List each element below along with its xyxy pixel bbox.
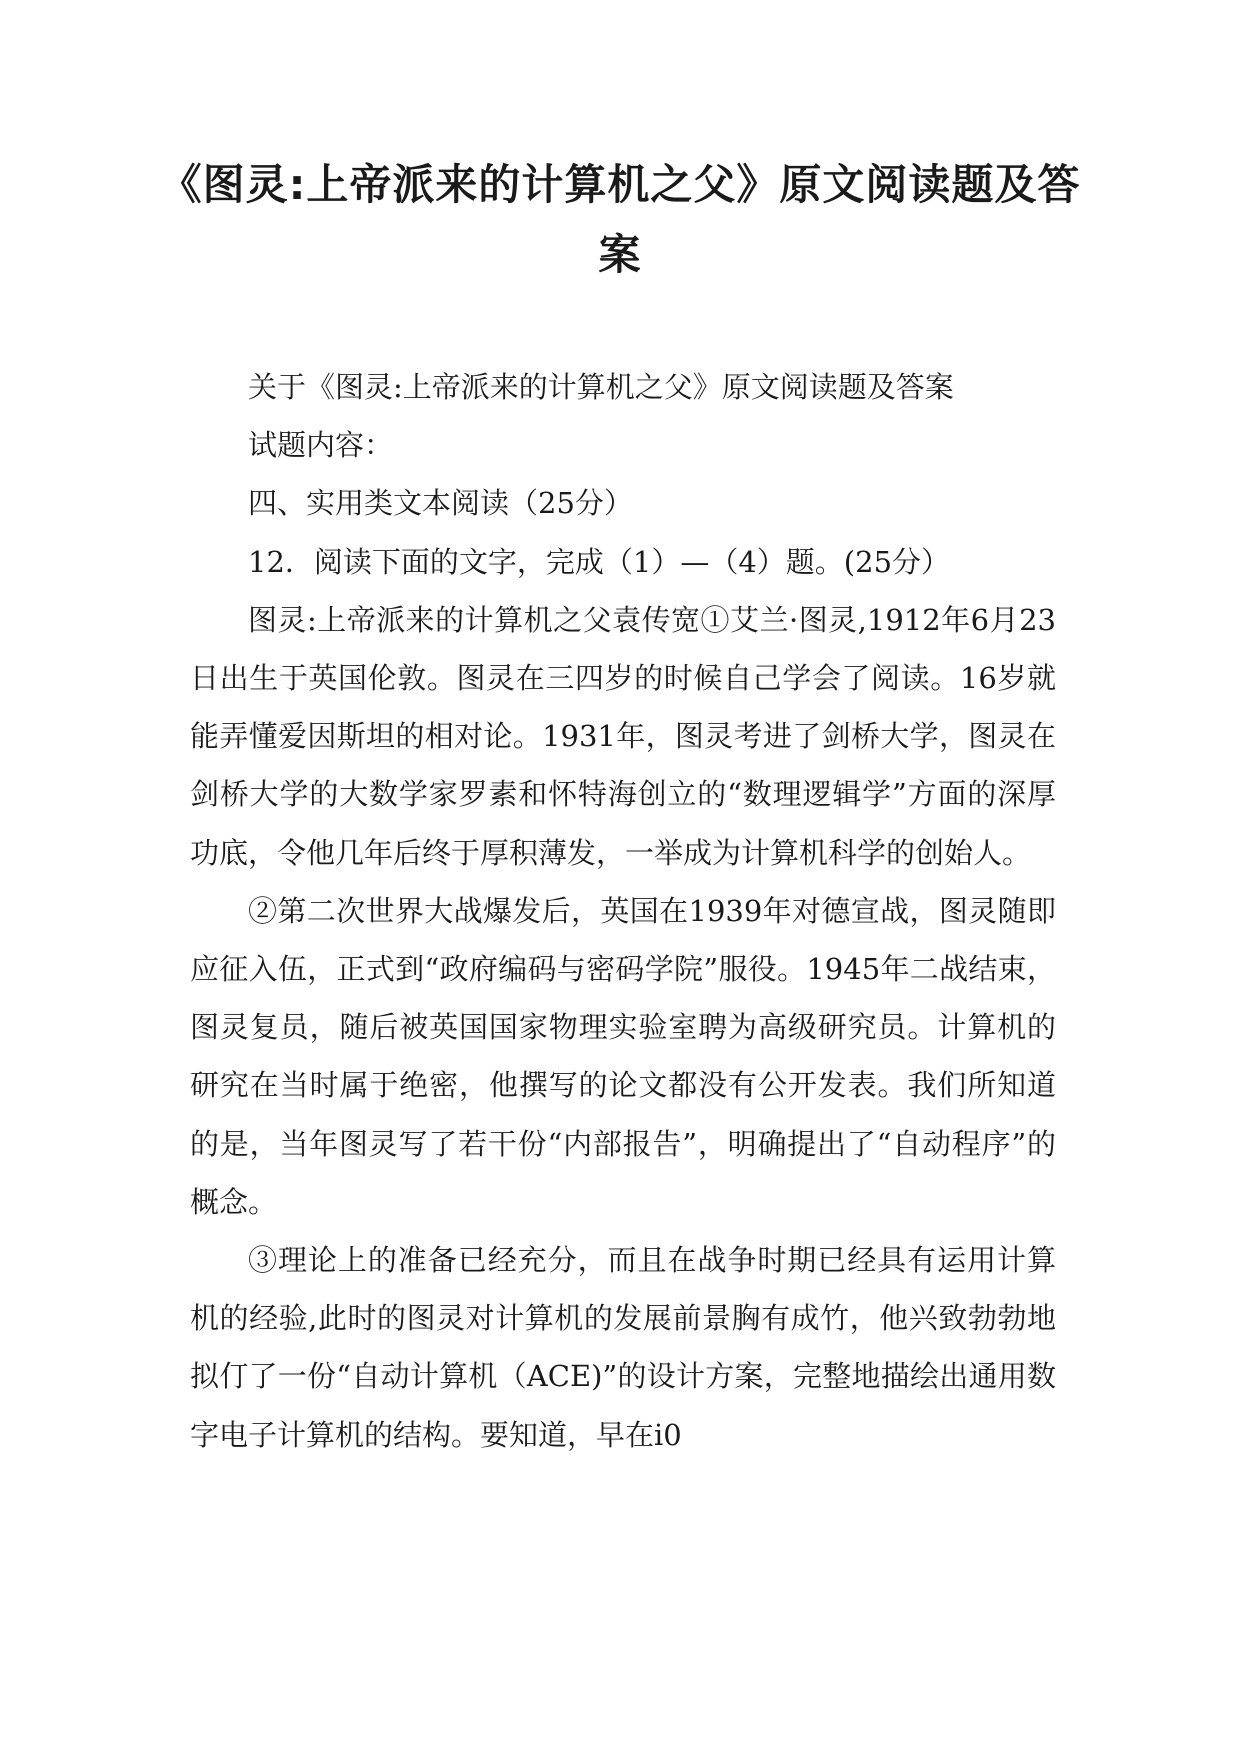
paragraph-article-3: ③理论上的准备已经充分，而且在战争时期已经具有运用计算机的经验,此时的图灵对计算机的发展前景胸有成竹，他兴致勃勃地拟仃了一份“自动计算机（ACE)”的设计方案，完整地描绘出通用数字电子计算机的结构。要知道，早在i0 xyxy=(190,1243,1056,1452)
paragraph-section-heading: 四、实用类文本阅读（25分） xyxy=(248,486,633,521)
paragraph-article-1: 图灵:上帝派来的计算机之父袁传宽①艾兰·图灵,1912年6月23日出生于英国伦敦。图灵在三四岁的时候自己学会了阅读。16岁就能弄懂爱因斯坦的相对论。1931年，图灵考进了剑桥大学，图灵在剑桥大学的大数学家罗素和怀特海创立的“数理逻辑学”方面的深厚功底，令他几年后终于厚积薄发，一举成为计算机科学的创始人。 xyxy=(190,602,1056,870)
document-body xyxy=(190,358,1056,1464)
paragraph-question-instruction: 12．阅读下面的文字，完成（1）—（4）题。(25分） xyxy=(248,544,951,579)
document-title: 《图灵:上帝派来的计算机之父》原文阅读题及答案 xyxy=(159,160,1081,279)
paragraph-intro: 关于《图灵:上帝派来的计算机之父》原文阅读题及答案 xyxy=(248,370,954,404)
paragraph-content-label: 试题内容： xyxy=(248,428,394,463)
paragraph-article-2: ②第二次世界大战爆发后，英国在1939年对德宣战，图灵随即应征入伍，正式到“政府编码与密码学院”服役。1945年二战结束，图灵复员，随后被英国国家物理实验室聘为高级研究员。计算机的研究在当时属于绝密，他撰写的论文都没有公开发表。我们所知道的是，当年图灵写了若干份“内部报告”，明确提出了“自动程序”的概念。 xyxy=(190,893,1056,1219)
